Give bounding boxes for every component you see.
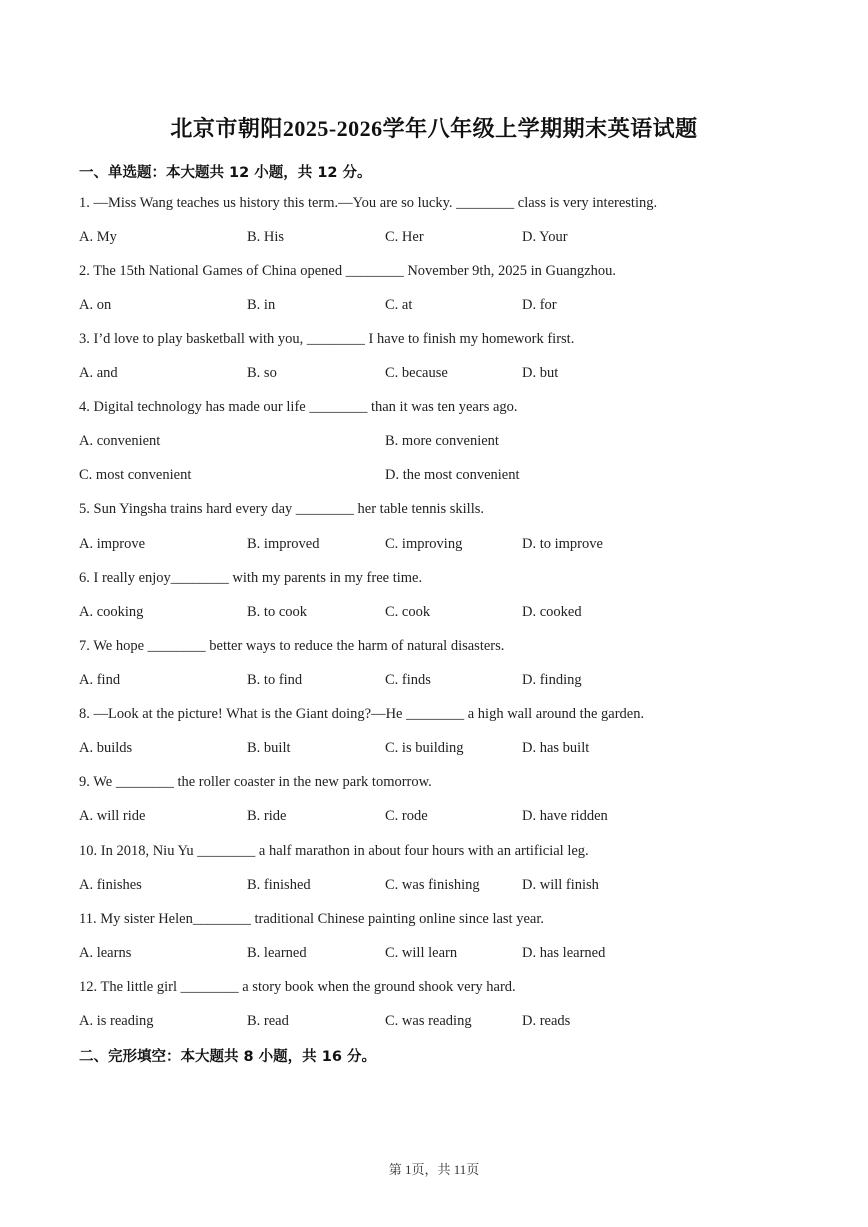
question-stem: 6. I really enjoy________ with my parents in my free time. [79, 570, 423, 586]
question-stem: 2. The 15th National Games of China opened ________ November 9th, 2025 in Guangzhou. [79, 263, 616, 279]
option-b: B. in [247, 297, 276, 313]
option-d: D. cooked [522, 604, 582, 620]
option-a: A. finishes [79, 877, 142, 893]
option-a: A. and [79, 365, 118, 381]
option-a: A. improve [79, 536, 146, 552]
option-a: A. cooking [79, 604, 144, 620]
question-stem: 4. Digital technology has made our life ________ than it was ten years ago. [79, 399, 518, 415]
option-row [79, 738, 799, 758]
option-a: A. convenient [79, 433, 161, 449]
option-row [79, 943, 799, 963]
option-b: B. improved [247, 536, 320, 552]
question-stem: 11. My sister Helen________ traditional Chinese painting online since last year. [79, 911, 544, 927]
option-c: C. finds [385, 672, 431, 688]
option-b: B. more convenient [385, 433, 499, 449]
option-c: C. will learn [385, 945, 458, 961]
option-a: A. My [79, 229, 117, 245]
question-stem: 12. The little girl ________ a story book when the ground shook very hard. [79, 979, 516, 995]
option-b: B. read [247, 1013, 289, 1029]
option-b: B. so [247, 365, 277, 381]
option-c: C. improving [385, 536, 463, 552]
option-d: D. has learned [522, 945, 606, 961]
option-c: C. because [385, 365, 448, 381]
page-title: 北京市朝阳2025-2026学年八年级上学期期末英语试题 [170, 116, 698, 141]
option-d: D. have ridden [522, 808, 608, 824]
option-a: A. is reading [79, 1013, 154, 1029]
option-a: A. on [79, 297, 112, 313]
option-row [79, 363, 799, 383]
question-stem: 8. —Look at the picture! What is the Giant doing?—He ________ a high wall around the garden. [79, 706, 645, 722]
option-row [79, 227, 799, 247]
option-a: A. builds [79, 740, 133, 756]
option-c: C. was finishing [385, 877, 480, 893]
option-b: B. to find [247, 672, 303, 688]
option-row [79, 875, 799, 895]
option-d: D. reads [522, 1013, 571, 1029]
option-row [79, 431, 799, 451]
section-heading-cloze: 二、完形填空：本大题共 8 小题，共 16 分。 [79, 1049, 376, 1065]
page-number: 第 1页，共 11页 [388, 1162, 480, 1177]
option-b: B. learned [247, 945, 307, 961]
option-d: D. will finish [522, 877, 599, 893]
option-d: D. to improve [522, 536, 603, 552]
option-row [79, 295, 799, 315]
question-stem: 9. We ________ the roller coaster in the new park tomorrow. [79, 774, 432, 790]
question-stem: 10. In 2018, Niu Yu ________ a half marathon in about four hours with an artificial leg. [79, 843, 589, 859]
option-b: B. finished [247, 877, 311, 893]
option-d: D. but [522, 365, 559, 381]
option-row [79, 670, 799, 690]
option-c: C. Her [385, 229, 424, 245]
option-row [79, 465, 799, 485]
option-d: D. has built [522, 740, 590, 756]
option-b: B. His [247, 229, 285, 245]
option-d: D. the most convenient [385, 467, 520, 483]
option-a: A. learns [79, 945, 132, 961]
option-c: C. cook [385, 604, 431, 620]
question-stem: 1. —Miss Wang teaches us history this term.—You are so lucky. ________ class is very interesting. [79, 195, 658, 211]
question-stem: 7. We hope ________ better ways to reduce the harm of natural disasters. [79, 638, 505, 654]
option-b: B. to cook [247, 604, 308, 620]
option-row [79, 1011, 799, 1031]
option-a: A. will ride [79, 808, 146, 824]
option-c: C. rode [385, 808, 428, 824]
option-b: B. built [247, 740, 291, 756]
option-c: C. at [385, 297, 413, 313]
option-a: A. find [79, 672, 121, 688]
option-b: B. ride [247, 808, 287, 824]
option-row [79, 602, 799, 622]
option-row [79, 534, 799, 554]
section-heading-single-choice: 一、单选题：本大题共 12 小题，共 12 分。 [79, 165, 372, 181]
question-stem: 3. I’d love to play basketball with you, ________ I have to finish my homework first. [79, 331, 575, 347]
option-c: C. is building [385, 740, 464, 756]
option-c: C. most convenient [79, 467, 192, 483]
option-d: D. for [522, 297, 557, 313]
option-row [79, 806, 799, 826]
question-stem: 5. Sun Yingsha trains hard every day ________ her table tennis skills. [79, 501, 484, 517]
option-d: D. finding [522, 672, 582, 688]
option-c: C. was reading [385, 1013, 472, 1029]
option-d: D. Your [522, 229, 568, 245]
